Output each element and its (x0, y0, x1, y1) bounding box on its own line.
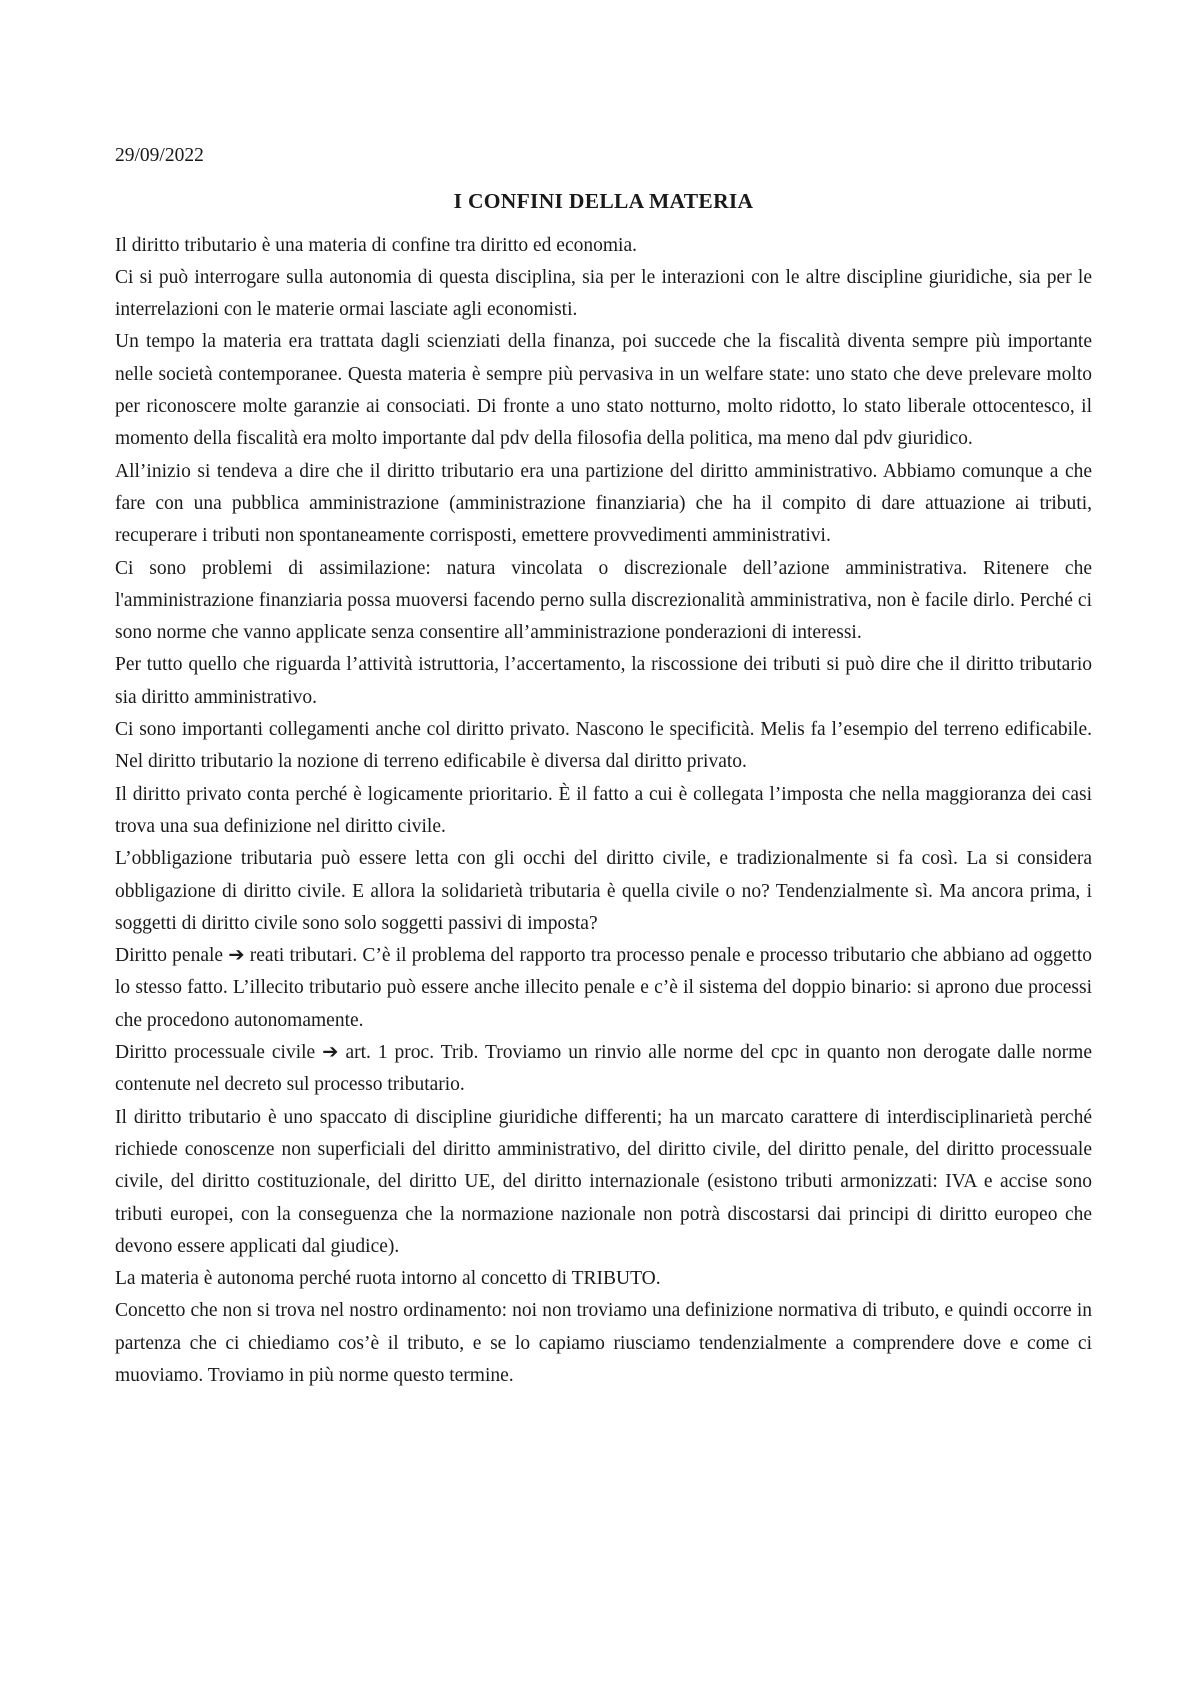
paragraph-priority: Il diritto privato conta perché è logicamente prioritario. È il fatto a cui è collegata l’imposta che nella maggioranza dei casi trova una sua definizione nel diritto civile. (115, 783, 1092, 837)
paragraph-investigation: Per tutto quello che riguarda l’attività istruttoria, l’accertamento, la riscossione dei tributi si può dire che il diritto tributario sia diritto amministrativo. (115, 654, 1092, 708)
paragraph-history: Un tempo la materia era trattata dagli scienziati della finanza, poi succede che la fiscalità diventa sempre più importante nelle società contemporanee. Questa materia è sempre più pervasiva in un welfare state: uno stato che deve prelevare molto per riconoscere molte garanzie ai consociati. Di fronte a uno stato notturno, molto ridotto, lo stato liberale ottocentesco, il momento della fiscalità era molto importante dal pdv della filosofia della politica, ma meno dal pdv giuridico. (115, 331, 1092, 450)
paragraph-obligation: L’obbligazione tributaria può essere letta con gli occhi del diritto civile, e tradizionalmente si fa così. La si considera obbligazione di diritto civile. E allora la solidarietà tributaria è quella civile o no? Tendenzialmente sì. Ma ancora prima, i soggetti di diritto civile sono solo soggetti passivi di imposta? (115, 848, 1092, 934)
paragraph-concept: Concetto che non si trova nel nostro ordinamento: noi non troviamo una definizione normativa di tributo, e quindi occorre in partenza che ci chiediamo cos’è il tributo, e se lo capiamo riusciamo tendenzialmente a comprendere dove e come ci muoviamo. Troviamo in più norme questo termine. (115, 1300, 1092, 1386)
document-page (115, 140, 1092, 1392)
paragraph-autonomy: Ci si può interrogare sulla autonomia di questa disciplina, sia per le interazioni con le altre discipline giuridiche, sia per le interrelazioni con le materie ormai lasciate agli economisti. (115, 266, 1092, 321)
paragraph-criminal-law: Diritto penale ➔ reati tributari. C’è il problema del rapporto tra processo penale e processo tributario che abbiano ad oggetto lo stesso fatto. L’illecito tributario può essere anche illecito penale e c’è il sistema del doppio binario: si aprono due processi che procedono autonomamente. (115, 945, 1092, 1031)
document-title: I CONFINI DELLA MATERIA (453, 189, 754, 214)
paragraph-administrative: All’inizio si tendeva a dire che il diritto tributario era una partizione del diritto amministrativo. Abbiamo comunque a che fare con una pubblica amministrazione (amministrazione finanziaria) che ha il compito di dare attuazione ai tributi, recuperare i tributi non spontaneamente corrisposti, emettere provvedimenti amministrativi. (115, 460, 1092, 547)
paragraph-interdisciplinary: Il diritto tributario è uno spaccato di discipline giuridiche differenti; ha un marcato carattere di interdisciplinarietà perché richiede conoscenze non superficiali del diritto amministrativo, del diritto civile, del diritto penale, del diritto processuale civile, del diritto costituzionale, del diritto UE, del diritto internazionale (esistono tributi armonizzati: IVA e accise sono tributi europei, con la conseguenza che la normazione nazionale non potrà discostarsi dai principi di diritto europeo che devono essere applicati dal giudice). (115, 1106, 1092, 1257)
paragraph-private-law: Ci sono importanti collegamenti anche col diritto privato. Nascono le specificità. Melis fa l’esempio del terreno edificabile. Nel diritto tributario la nozione di terreno edificabile è diversa dal diritto privato. (115, 719, 1092, 773)
paragraph-civil-procedure: Diritto processuale civile ➔ art. 1 proc. Trib. Troviamo un rinvio alle norme del cpc in quanto non derogate dalle norme contenute nel decreto sul processo tributario. (115, 1042, 1092, 1096)
document-date: 29/09/2022 (115, 145, 204, 166)
paragraph-tribute: La materia è autonoma perché ruota intorno al concetto di TRIBUTO. (115, 1268, 661, 1290)
paragraph-assimilation: Ci sono problemi di assimilazione: natura vincolata o discrezionale dell’azione amministrativa. Ritenere che l'amministrazione finanziaria possa muoversi facendo perno sulla discrezionalità amministrativa, non è facile dirlo. Perché ci sono norme che vanno applicate senza consentire all’amministrazione ponderazioni di interessi. (115, 557, 1092, 644)
paragraph-intro: Il diritto tributario è una materia di confine tra diritto ed economia. (115, 234, 637, 256)
